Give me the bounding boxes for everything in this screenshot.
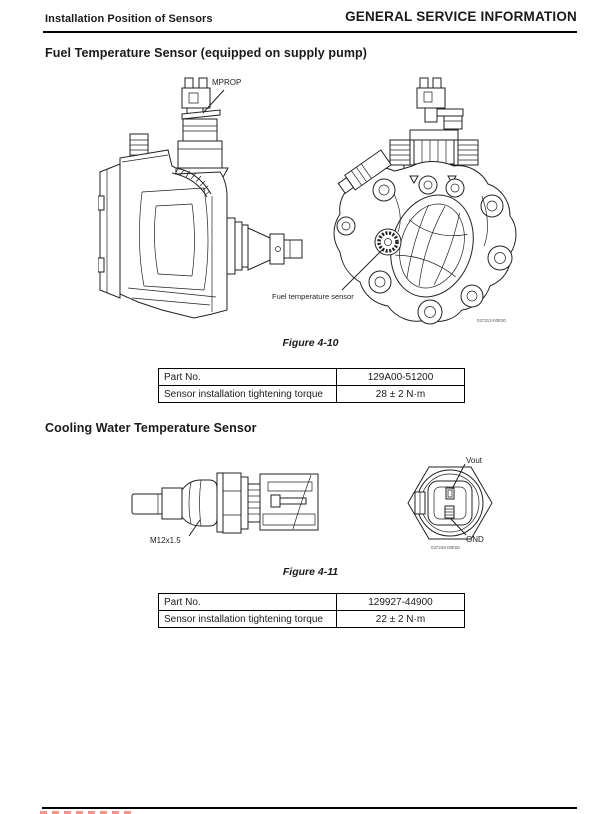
vout-label: Vout	[466, 456, 483, 465]
figure-4-11-caption: Figure 4-11	[282, 566, 339, 578]
section1-heading: Fuel Temperature Sensor (equipped on supply pump)	[45, 46, 368, 60]
fuel-sensor-spec-table	[158, 368, 465, 403]
table-row	[159, 386, 465, 403]
page-header-left: Installation Position of Sensors	[45, 13, 213, 25]
coolant-sensor-spec-table	[158, 593, 465, 628]
spec-value: 28 ± 2 N·m	[337, 386, 465, 403]
coolant-sensor-side-view-drawing	[125, 462, 325, 542]
section2-heading: Cooling Water Temperature Sensor	[45, 421, 257, 435]
fuel-temperature-sensor-label: Fuel temperature sensor	[272, 292, 354, 301]
mprop-label: MPROP	[212, 78, 242, 87]
page-header-right: GENERAL SERVICE INFORMATION	[345, 9, 577, 24]
header-rule	[43, 31, 577, 33]
table-row	[159, 611, 465, 628]
spec-label: Sensor installation tightening torque	[159, 386, 337, 403]
spec-label: Sensor installation tightening torque	[159, 611, 337, 628]
footer-rule	[42, 807, 577, 809]
spec-value: 129927-44900	[337, 594, 465, 611]
spec-label: Part No.	[159, 369, 337, 386]
drawing-code-1: 037313-00E00	[477, 318, 506, 323]
gnd-label: GND	[466, 535, 484, 544]
supply-pump-front-view-drawing	[332, 76, 522, 328]
table-row	[159, 594, 465, 611]
vout-pin	[446, 488, 454, 499]
thread-size-label: M12x1.5	[150, 536, 181, 545]
table-row	[159, 369, 465, 386]
spec-value: 22 ± 2 N·m	[337, 611, 465, 628]
gnd-pin	[445, 506, 454, 518]
spec-value: 129A00-51200	[337, 369, 465, 386]
drawing-code-2: 037249-00E00	[431, 545, 460, 550]
fuel-temperature-sensor-glyph	[375, 229, 401, 255]
spec-label: Part No.	[159, 594, 337, 611]
figure-4-10-caption: Figure 4-10	[282, 337, 339, 349]
supply-pump-side-view-drawing	[98, 76, 308, 326]
